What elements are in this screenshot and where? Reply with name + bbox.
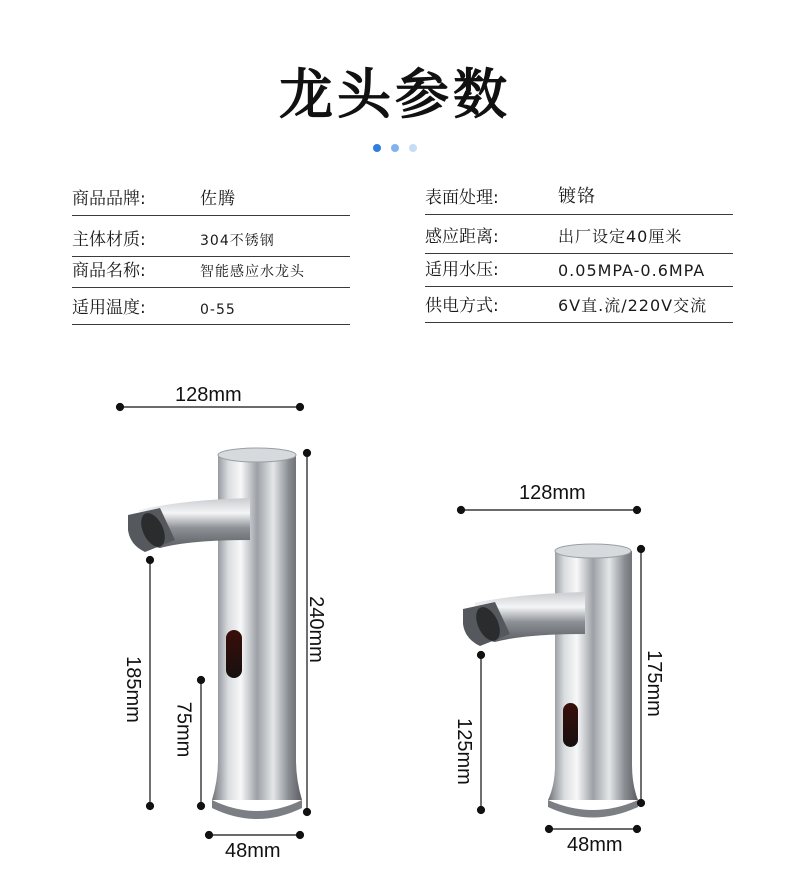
spec-label: 供电方式: — [425, 296, 499, 316]
spec-value: 佐腾 — [200, 189, 236, 209]
short-faucet-image — [463, 544, 638, 818]
short-height-label: 175mm — [642, 650, 665, 717]
spec-value: 出厂设定40厘米 — [558, 227, 683, 246]
short-width-label: 128mm — [519, 482, 586, 504]
spec-value: 304不锈钢 — [200, 233, 275, 249]
tall-sensor-height-label: 75mm — [172, 701, 195, 758]
spec-label: 主体材质: — [72, 230, 146, 250]
tall-height-label: 240mm — [304, 596, 327, 663]
short-base-width-label: 48mm — [567, 834, 623, 856]
spec-value: 0.05MPA-0.6MPA — [558, 261, 706, 280]
spec-label: 表面处理: — [425, 188, 499, 208]
spec-label: 适用水压: — [425, 260, 499, 280]
tall-faucet-image — [128, 448, 302, 819]
spec-label: 感应距离: — [425, 227, 499, 247]
spec-value: 镀铬 — [558, 186, 596, 207]
page-title: 龙头参数 — [279, 63, 511, 126]
tall-width-label: 128mm — [175, 384, 242, 406]
spec-value: 6V直.流/220V交流 — [558, 296, 708, 315]
spec-value: 智能感应水龙头 — [200, 264, 305, 280]
spec-value: 0-55 — [200, 302, 236, 318]
spec-label: 商品名称: — [72, 261, 146, 281]
tall-base-width-label: 48mm — [225, 840, 281, 862]
tall-spout-height-label: 185mm — [121, 656, 144, 723]
spec-label: 适用温度: — [72, 298, 146, 318]
spec-label: 商品品牌: — [72, 189, 146, 209]
short-spout-height-label: 125mm — [452, 718, 475, 785]
